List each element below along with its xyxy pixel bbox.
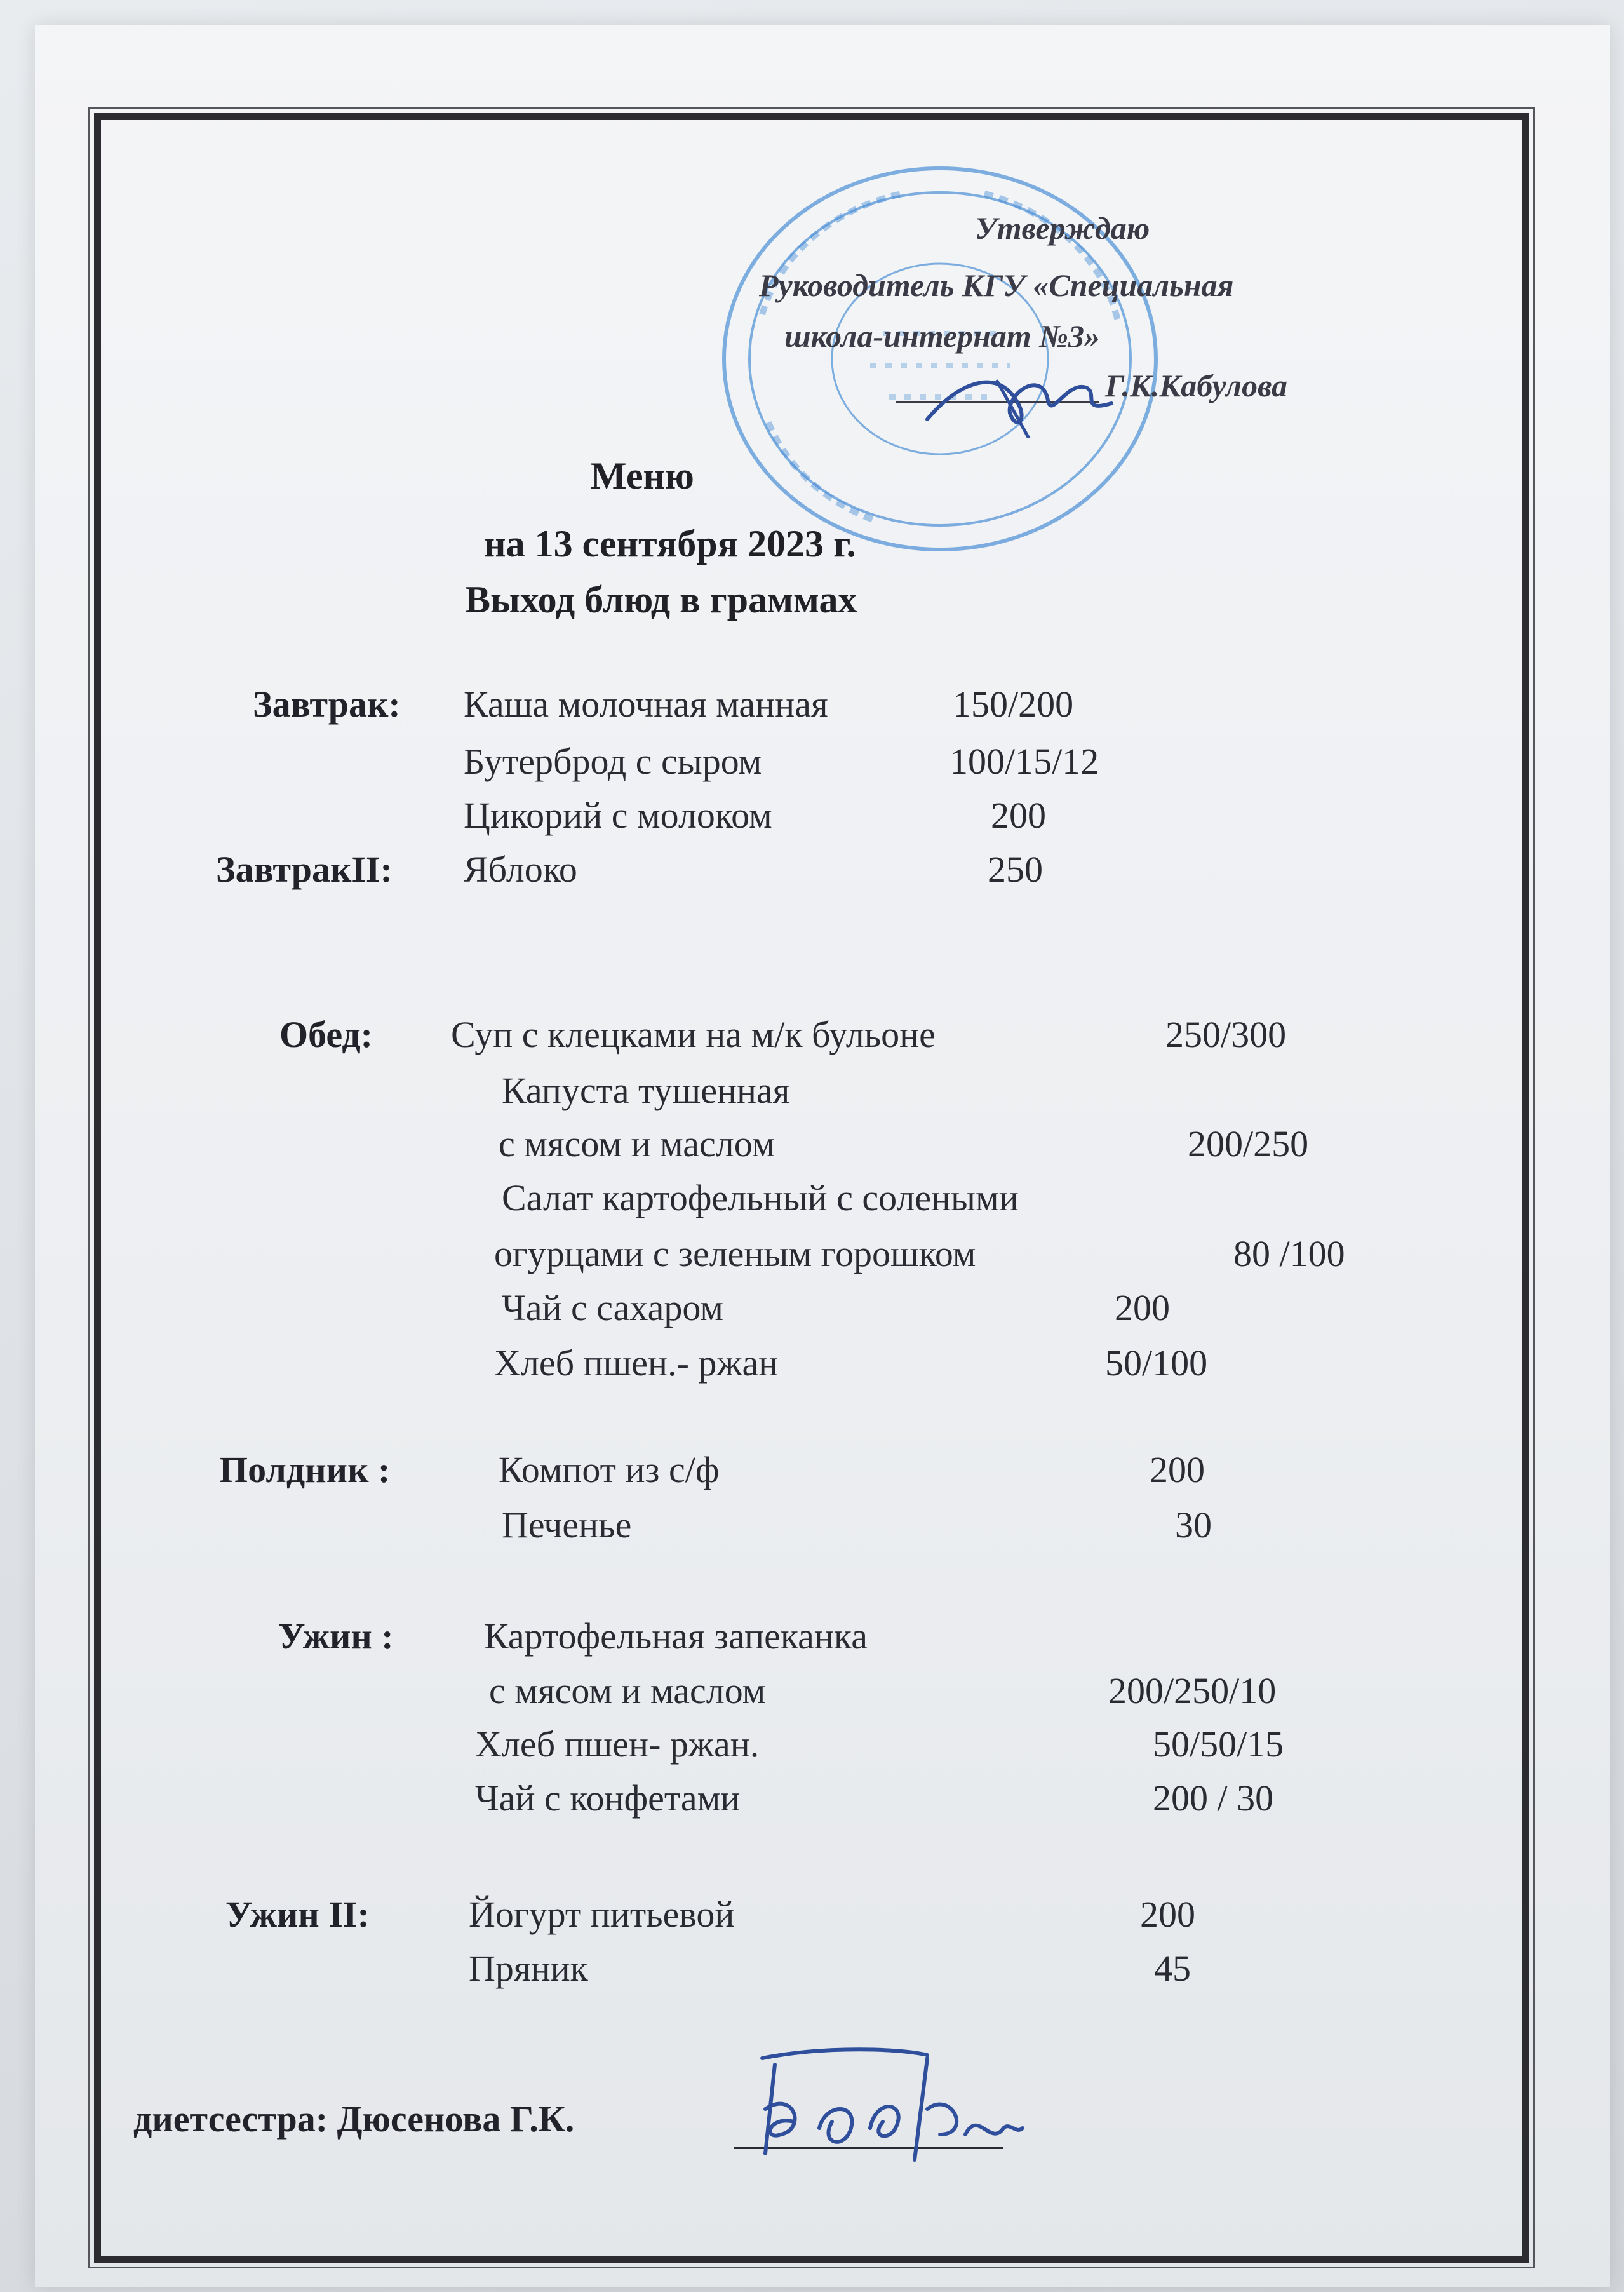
dish-name: с мясом и маслом [489, 1670, 766, 1711]
dish-name: Цикорий с молоком [464, 795, 772, 836]
dish-quantity: 150/200 [953, 684, 1074, 725]
dish-name: Картофельная запеканка [484, 1615, 868, 1657]
dietitian-signature [737, 2033, 1029, 2166]
dish-quantity: 50/50/15 [1153, 1723, 1284, 1765]
dish-name: Компот из с/ф [499, 1449, 720, 1490]
dish-name: Чай с конфетами [475, 1777, 741, 1819]
dish-quantity: 200 [1115, 1287, 1170, 1328]
dish-name: Хлеб пшен.- ржан [494, 1342, 779, 1384]
dish-name: с мясом и маслом [499, 1123, 775, 1164]
meal-label-snack: Полдник : [219, 1449, 391, 1490]
dish-quantity: 80 /100 [1233, 1233, 1345, 1274]
meal-label-dinner-2: Ужин II: [225, 1894, 370, 1935]
dish-name: Суп с клецками на м/к бульоне [451, 1014, 936, 1055]
dish-quantity: 50/100 [1105, 1342, 1208, 1384]
meal-label-breakfast-2: ЗавтракII: [216, 849, 393, 890]
dietitian-signature-label: диетсестра: Дюсенова Г.К. [133, 2098, 575, 2140]
approval-organization: школа-интернат №3» [784, 318, 1101, 354]
dish-quantity: 30 [1175, 1504, 1212, 1546]
dish-quantity: 100/15/12 [950, 741, 1099, 782]
dish-quantity: 200 [991, 795, 1046, 836]
dish-name: Каша молочная манная [464, 684, 828, 725]
dish-quantity: 200 [1150, 1449, 1205, 1490]
menu-subtitle: Выход блюд в граммах [465, 579, 857, 621]
dish-name: Чай с сахаром [502, 1287, 723, 1328]
dish-name: Салат картофельный с солеными [502, 1177, 1019, 1218]
meal-label-lunch: Обед: [279, 1014, 373, 1055]
dish-quantity: 45 [1154, 1948, 1191, 1989]
dish-name: Печенье [502, 1504, 632, 1546]
menu-date: на 13 сентября 2023 г. [484, 523, 856, 565]
director-signature [921, 343, 1124, 438]
approval-title: Утверждаю [975, 210, 1150, 246]
dish-name: Яблоко [464, 849, 577, 890]
dish-name: Капуста тушенная [502, 1070, 790, 1111]
document-title: Меню [591, 455, 694, 497]
dish-quantity: 250 [988, 849, 1043, 890]
approval-name: Г.К.Кабулова [1105, 368, 1288, 403]
dish-quantity: 200 [1140, 1894, 1195, 1935]
dish-name: Хлеб пшен- ржан. [475, 1723, 760, 1765]
meal-label-breakfast: Завтрак: [253, 684, 401, 725]
dish-name: Бутерброд с сыром [464, 741, 762, 782]
dish-quantity: 200 / 30 [1153, 1777, 1274, 1819]
meal-label-dinner: Ужин : [278, 1615, 394, 1657]
dish-quantity: 200/250 [1188, 1123, 1309, 1164]
dish-name: Пряник [469, 1948, 588, 1989]
dish-name: огурцами с зеленым горошком [494, 1233, 976, 1274]
approval-position: Руководитель КГУ «Специальная [759, 267, 1234, 303]
dish-quantity: 250/300 [1165, 1014, 1287, 1055]
dish-quantity: 200/250/10 [1108, 1670, 1277, 1711]
dish-name: Йогурт питьевой [469, 1894, 735, 1935]
